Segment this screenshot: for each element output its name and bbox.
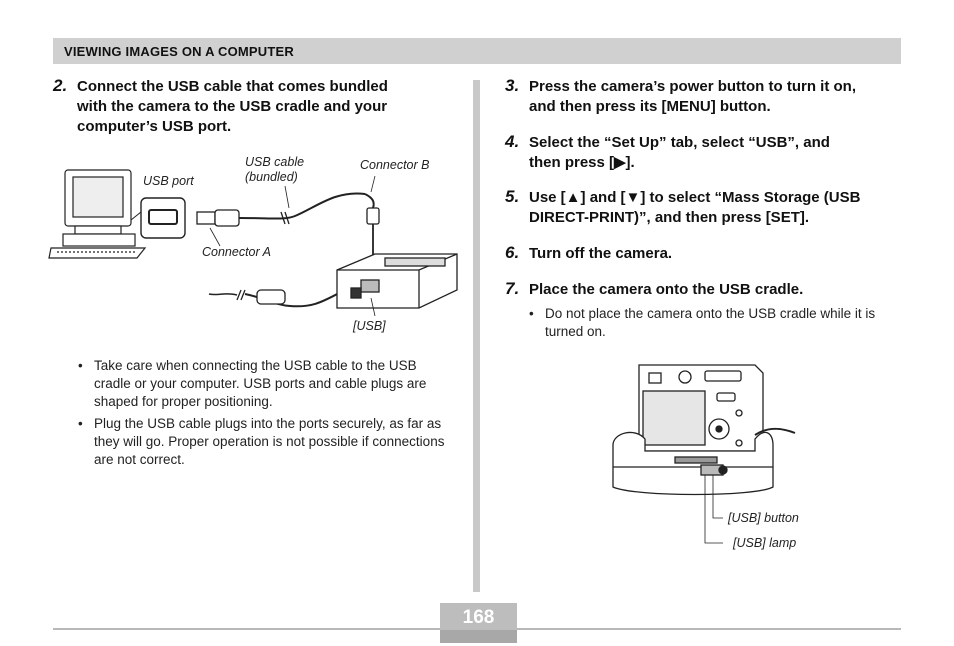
step-4: [505, 133, 830, 173]
step-text: Place the camera onto the USB cradle.: [529, 281, 804, 298]
list-item: • Plug the USB cable plugs into the ports securely, as far as they will go. Proper operation is not possible if connections are not correct.: [78, 415, 453, 469]
computer-icon: [49, 170, 145, 258]
camera-on-cradle-diagram: [605, 355, 825, 555]
step-text: Turn off the camera.: [529, 245, 673, 262]
usb-connection-diagram: [45, 150, 465, 340]
step-number: 7.: [505, 279, 520, 298]
step-number: 4.: [505, 132, 520, 151]
connector-a-label: Connector A: [202, 245, 272, 259]
connector-b-label: Connector B: [360, 158, 430, 172]
usb-cable-label: USB cable: [245, 155, 305, 169]
caution-list: [78, 357, 453, 473]
step-text: Press the camera’s power button to turn it on, and then press its [MENU] button.: [529, 78, 856, 115]
step-number: 5.: [505, 187, 520, 206]
usb-cable-bundled-label: (bundled): [245, 170, 298, 184]
page-number-band: [440, 630, 517, 643]
step-number: 2.: [53, 76, 68, 95]
usb-port-cradle-label: [USB]: [353, 319, 386, 333]
column-divider: [473, 80, 480, 592]
section-title: VIEWING IMAGES ON A COMPUTER: [64, 44, 294, 59]
usb-button-label: [USB] button: [728, 511, 799, 525]
usb-cradle-icon: [337, 254, 457, 308]
step-text: Connect the USB cable that comes bundled with the camera to the USB cradle and your computer’s USB port.: [77, 78, 388, 135]
list-item: • Take care when connecting the USB cable to the USB cradle or your computer. USB ports and cable plugs are shaped for proper positioning.: [78, 357, 453, 411]
list-item: • Do not place the camera onto the USB cradle while it is turned on.: [529, 305, 904, 341]
step-3: [505, 77, 856, 117]
page-number: 168: [462, 607, 495, 628]
section-header: [53, 38, 901, 64]
camera-icon: [639, 365, 763, 451]
step-text: Select the “Set Up” tab, select “USB”, and then press [▶].: [529, 134, 830, 171]
step-7: [505, 280, 803, 300]
usb-port-icon: [131, 198, 185, 238]
step-5: [505, 188, 860, 228]
page-number-badge: [440, 603, 517, 643]
usb-lamp-label: [USB] lamp: [733, 536, 797, 550]
step-6: [505, 244, 672, 264]
usb-port-label: USB port: [143, 174, 194, 188]
step-text: Use [▲] and [▼] to select “Mass Storage (USB DIRECT-PRINT)”, and then press [SET].: [529, 189, 861, 226]
step-2: [53, 77, 388, 137]
note-list: [529, 305, 904, 345]
step-number: 6.: [505, 243, 520, 262]
step-number: 3.: [505, 76, 520, 95]
